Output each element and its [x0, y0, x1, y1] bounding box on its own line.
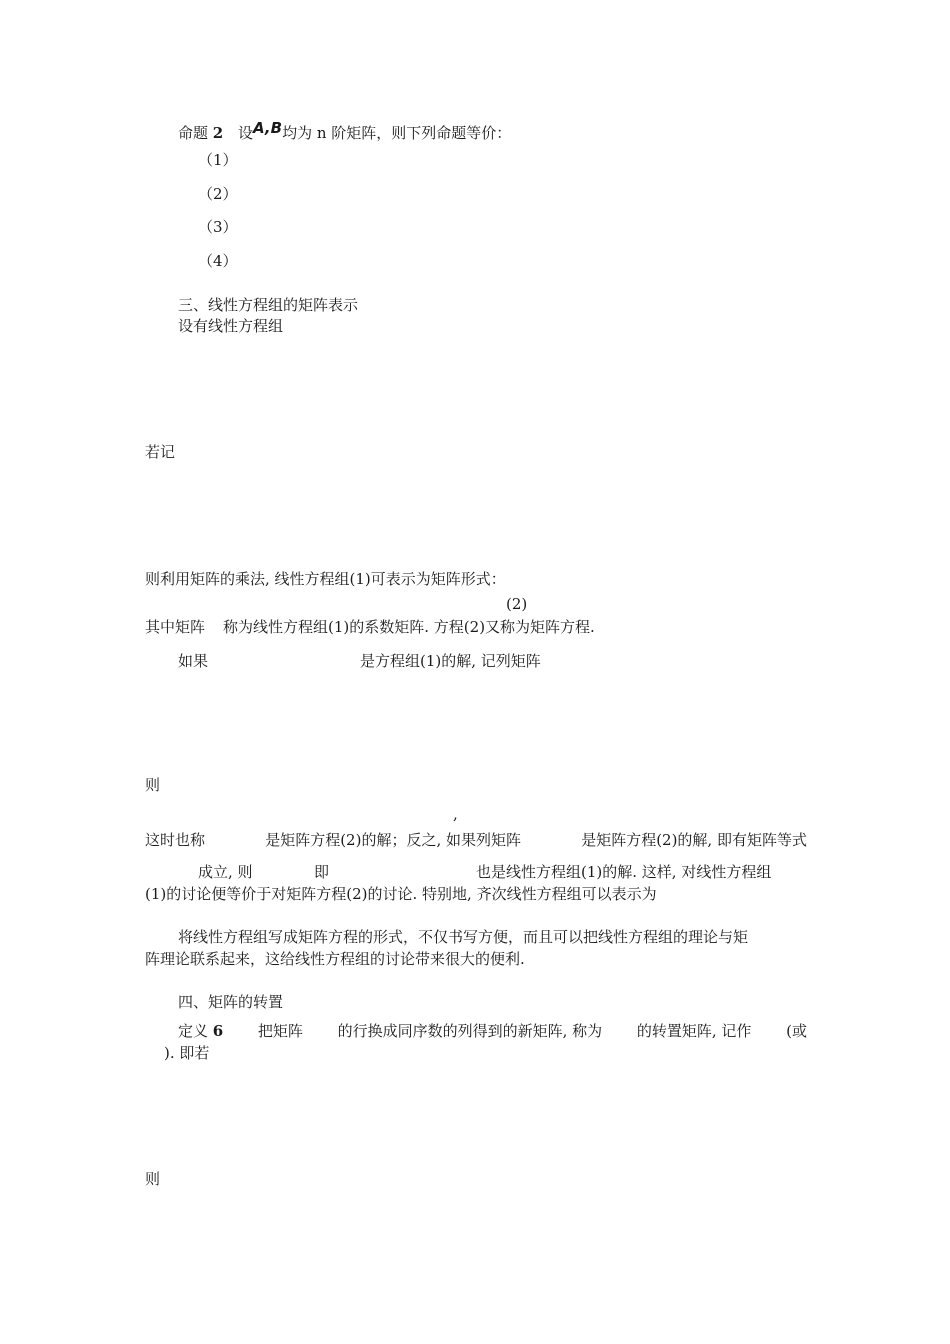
- proposition-label: 命题: [178, 124, 209, 142]
- proposition-she: 设: [238, 124, 254, 142]
- list-item: （3）: [198, 218, 238, 236]
- paragraph-benefit-2: 阵理论联系起来，这给线性方程组的讨论带来很大的便利.: [145, 950, 525, 968]
- equation-number: (2): [506, 595, 528, 613]
- definition-6-line: [178, 1021, 807, 1041]
- text-fragment: ). 即若: [164, 1044, 210, 1062]
- text-fragment: 是矩阵方程(2)的解；反之, 如果列矩阵: [265, 831, 521, 849]
- list-item: （4）: [198, 252, 238, 270]
- paragraph-equivalence: (1)的讨论便等价于对矩阵方程(2)的讨论. 特别地, 齐次线性方程组可以表示为: [145, 885, 657, 903]
- text-fragment: 把矩阵: [257, 1022, 303, 1040]
- text-fragment: 其中矩阵: [145, 618, 206, 636]
- text-ze: 则: [145, 1170, 161, 1188]
- paragraph-matrix-form: 则利用矩阵的乘法, 线性方程组(1)可表示为矩阵形式：: [145, 570, 506, 588]
- text-ruoji: 若记: [145, 443, 176, 461]
- text-fragment: 的转置矩阵, 记作: [636, 1022, 752, 1040]
- text-fragment: 即: [314, 863, 330, 881]
- text-if: 如果: [178, 652, 209, 670]
- section-heading: 四、矩阵的转置: [178, 993, 284, 1011]
- section-heading: 三、线性方程组的矩阵表示: [178, 296, 359, 314]
- definition-label: 定义: [178, 1022, 209, 1040]
- paragraph-intro: 设有线性方程组: [178, 317, 284, 335]
- definition-number: 6: [212, 1022, 224, 1040]
- paragraph-coefficient: [145, 617, 595, 637]
- text-solution: 是方程组(1)的解, 记列矩阵: [360, 652, 541, 670]
- text-fragment: 也是线性方程组(1)的解. 这样, 对线性方程组: [476, 863, 772, 881]
- proposition-2-line: [178, 119, 512, 143]
- paragraph-benefit-1: 将线性方程组写成矩阵方程的形式，不仅书写方便，而且可以把线性方程组的理论与矩: [178, 928, 749, 946]
- text-fragment: 称为线性方程组(1)的系数矩阵. 方程(2)又称为矩阵方程.: [223, 618, 595, 636]
- proposition-number: 2: [212, 124, 224, 142]
- text-fragment: 的行换成同序数的列得到的新矩阵, 称为: [337, 1022, 603, 1040]
- text-ze: 则: [145, 776, 161, 794]
- matrix-ab-symbol: A,B: [253, 119, 283, 137]
- list-item: （2）: [198, 185, 238, 203]
- text-fragment: 这时也称: [145, 831, 206, 849]
- text-fragment: 成立, 则: [198, 863, 253, 881]
- paragraph-also: [145, 830, 807, 850]
- proposition-text: 均为 n 阶矩阵，则下列命题等价：: [282, 124, 512, 142]
- text-fragment: (或: [786, 1022, 807, 1040]
- comma: ,: [453, 805, 458, 823]
- text-fragment: 是矩阵方程(2)的解, 即有矩阵等式: [581, 831, 807, 849]
- list-item: （1）: [198, 151, 238, 169]
